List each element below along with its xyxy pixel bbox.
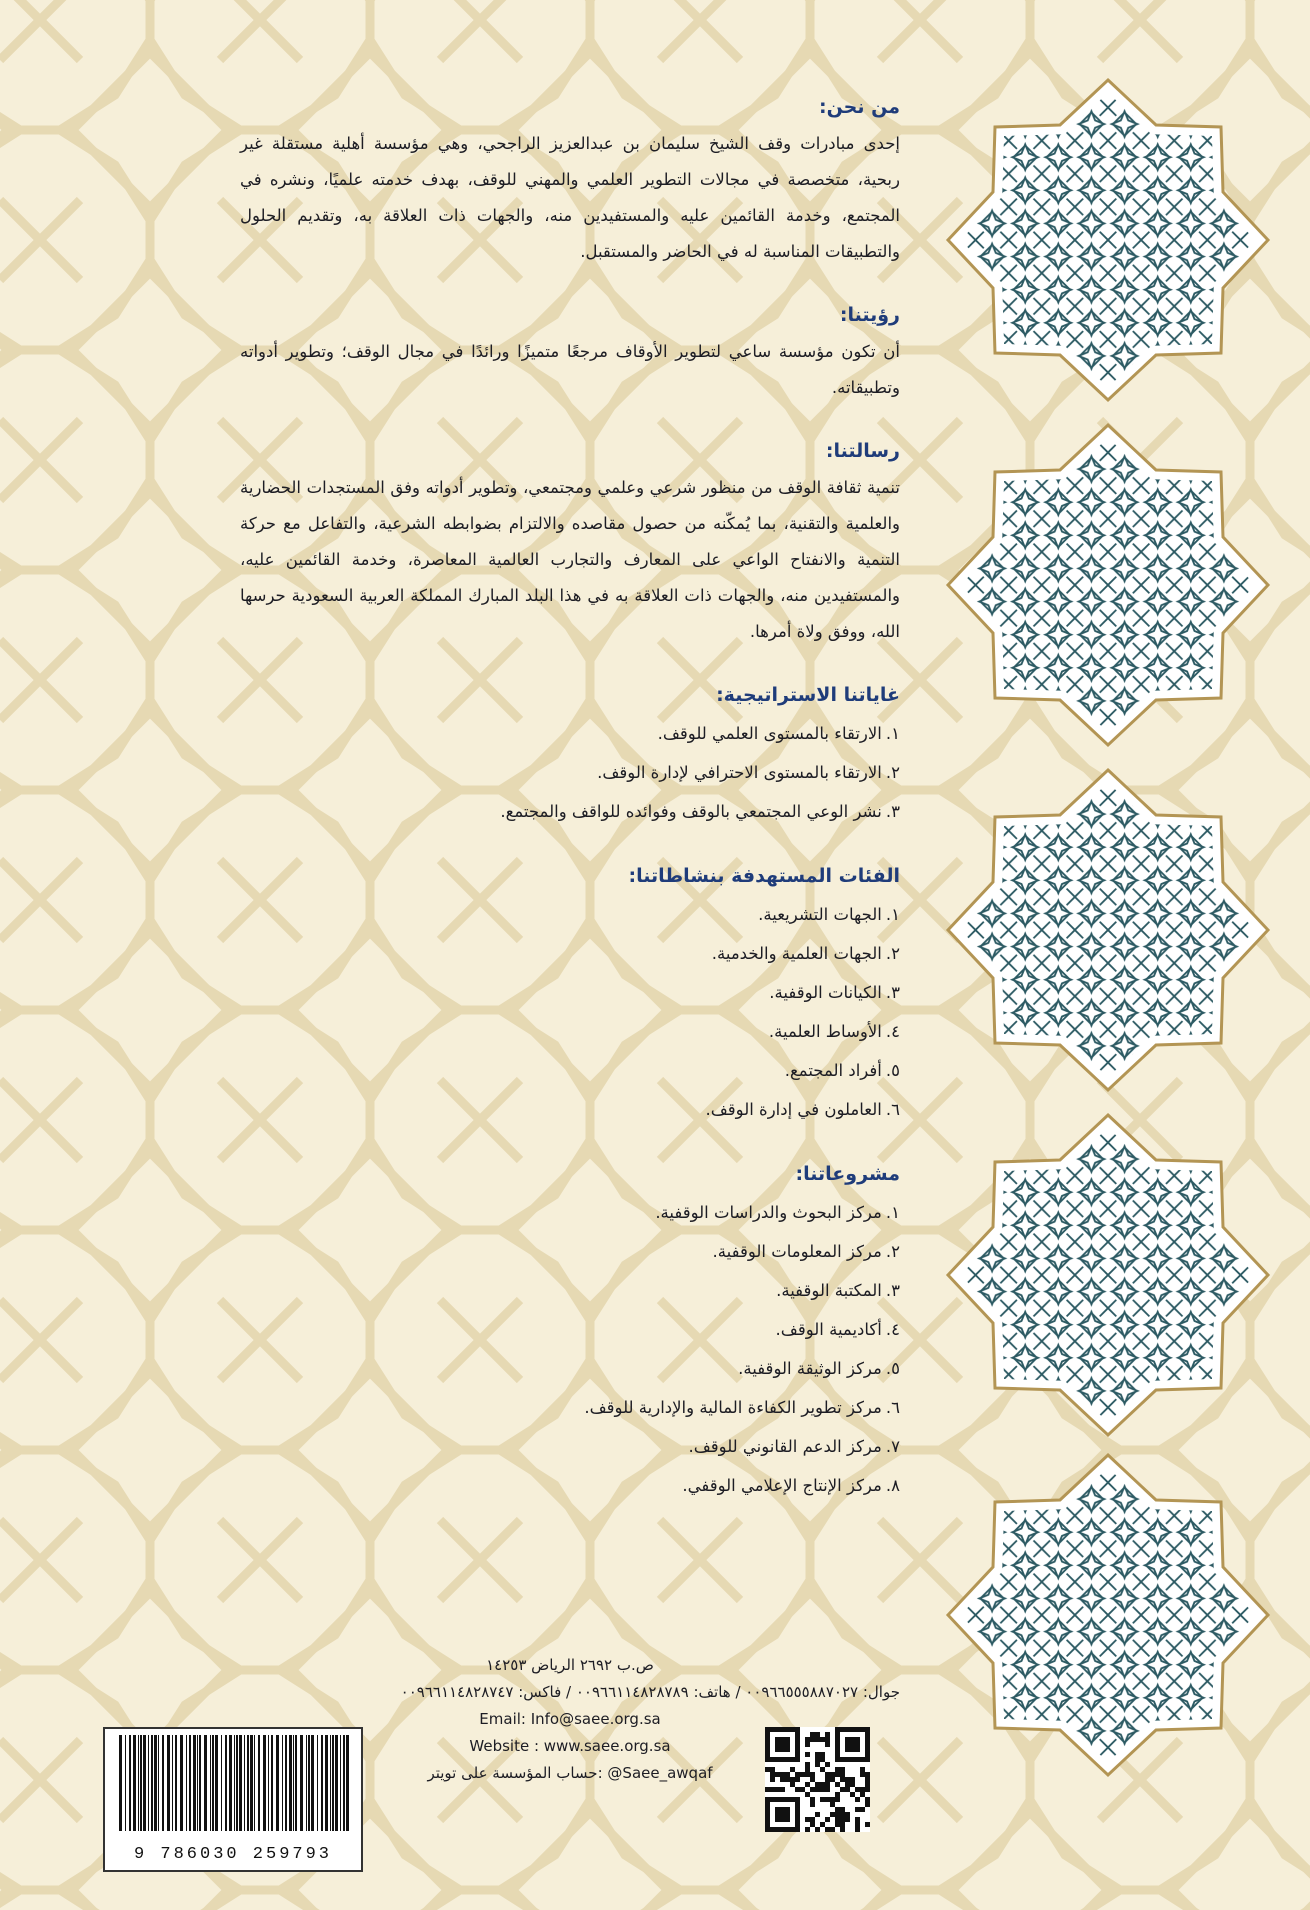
vision-heading: رؤيتنا: [839,304,900,326]
list-item-number: ٦. [885,1398,900,1417]
list-item-text: الارتقاء بالمستوى العلمي للوقف. [657,724,882,743]
list-item [240,1051,900,1090]
eight-point-star-ornament [948,1455,1268,1775]
goals-section [240,684,900,831]
list-item [240,1388,900,1427]
list-item-text: الجهات العلمية والخدمية. [711,944,882,963]
list-item-text: الأوساط العلمية. [768,1022,882,1041]
mission-section [240,440,900,650]
projects-section [240,1163,900,1505]
website-url[interactable]: Website : www.saee.org.sa [469,1737,671,1755]
list-item-number: ٤. [885,1320,900,1339]
list-item-text: مركز تطوير الكفاءة المالية والإدارية للوقف. [584,1398,882,1417]
eight-point-star-ornament [948,1115,1268,1435]
list-item-text: الكيانات الوقفية. [769,983,882,1002]
email-address[interactable]: Email: Info@saee.org.sa [479,1710,661,1728]
po-box: ص.ب ٢٦٩٢ الرياض ١٤٢٥٣ [486,1656,654,1674]
list-item [240,792,900,831]
list-item-number: ٥. [885,1359,900,1378]
list-item-number: ١. [885,905,900,924]
list-item-number: ٣. [885,1281,900,1300]
list-item-number: ١. [885,724,900,743]
list-item-number: ٣. [885,983,900,1002]
list-item-text: مركز الدعم القانوني للوقف. [688,1437,882,1456]
list-item-text: نشر الوعي المجتمعي بالوقف وفوائده للواقف والمجتمع. [500,802,882,821]
list-item [240,1012,900,1051]
list-item [240,895,900,934]
list-item [240,753,900,792]
goals-list [240,714,900,831]
eight-point-star-ornament [948,770,1268,1090]
main-content [240,96,900,1539]
twitter-handle[interactable]: @Saee_awqaf [607,1764,713,1782]
list-item-number: ٧. [885,1437,900,1456]
list-item-number: ٢. [885,763,900,782]
barcode-digits: 9 786030 259793 [133,1845,333,1864]
list-item [240,1193,900,1232]
list-item-number: ٣. [885,802,900,821]
isbn-barcode [103,1727,363,1872]
list-item [240,1427,900,1466]
targets-list [240,895,900,1129]
list-item-number: ٥. [885,1061,900,1080]
mission-heading: رسالتنا: [825,440,900,462]
list-item-text: الارتقاء بالمستوى الاحترافي لإدارة الوقف. [597,763,882,782]
projects-list [240,1193,900,1505]
goals-heading: غاياتنا الاستراتيجية: [716,684,900,706]
about-section [240,96,900,270]
list-item [240,1232,900,1271]
projects-heading: مشروعاتنا: [795,1163,900,1185]
list-item [240,1310,900,1349]
list-item-text: الجهات التشريعية. [758,905,882,924]
targets-heading: الفئات المستهدفة بنشاطاتنا: [628,865,900,887]
list-item-text: المكتبة الوقفية. [776,1281,882,1300]
list-item [240,973,900,1012]
list-item [240,714,900,753]
list-item-number: ٢. [885,1242,900,1261]
list-item-number: ٨. [885,1476,900,1495]
eight-point-star-ornament [948,425,1268,745]
phone-numbers: جوال: ٠٠٩٦٦٥٥٥٨٨٧٠٢٧ / هاتف: ٠٠٩٦٦١١٤٨٢٨٧٨٩ / فاكس: ٠٠٩٦٦١١٤٨٢٨٧٤٧ [400,1683,900,1701]
list-item-number: ٤. [885,1022,900,1041]
vision-section [240,304,900,406]
list-item-text: العاملون في إدارة الوقف. [705,1100,882,1119]
list-item-text: أكاديمية الوقف. [775,1320,882,1339]
twitter-label: حساب المؤسسة على تويتر: [427,1764,603,1782]
about-text: إحدى مبادرات وقف الشيخ سليمان بن عبدالعزيز الراجحي، وهي مؤسسة أهلية مستقلة غير ربحية، متخصصة في مجالات التطوير العلمي والمهني للوقف، بهدف خدمته علميًا، ونشره في المجتمع، وخدمة القائمين عليه والمستفيدين منه، والجهات ذات العلاقة به، وتقديم الحلول والتطبيقات المناسبة له في الحاضر والمستقبل. [240,134,900,261]
list-item [240,1466,900,1505]
list-item [240,1349,900,1388]
list-item-number: ١. [885,1203,900,1222]
about-heading: من نحن: [818,96,900,118]
list-item-text: مركز الوثيقة الوقفية. [738,1359,882,1378]
eight-point-star-ornament [948,80,1268,400]
list-item-text: مركز الإنتاج الإعلامي الوقفي. [682,1476,882,1495]
list-item-text: مركز المعلومات الوقفية. [712,1242,882,1261]
qr-code-icon[interactable] [765,1727,870,1832]
vision-text: أن تكون مؤسسة ساعي لتطوير الأوقاف مرجعًا متميزًا ورائدًا في مجال الوقف؛ وتطوير أدواته وتطبيقاته. [240,342,900,397]
list-item-number: ٢. [885,944,900,963]
list-item [240,934,900,973]
list-item-text: أفراد المجتمع. [784,1061,882,1080]
barcode-bars [105,1729,361,1839]
list-item [240,1271,900,1310]
targets-section [240,865,900,1129]
list-item [240,1090,900,1129]
list-item-text: مركز البحوث والدراسات الوقفية. [655,1203,882,1222]
mission-text: تنمية ثقافة الوقف من منظور شرعي وعلمي ومجتمعي، وتطوير أدواته وفق المستجدات الحضارية والعلمية والتقنية، بما يُمكّنه من حصول مقاصده والالتزام بضوابطه الشرعية، والتفاعل مع حركة التنمية والانفتاح الواعي على المعارف والتجارب العالمية المعاصرة، وخدمة القائمين عليه، والمستفيدين منه، والجهات ذات العلاقة به في هذا البلد المبارك المملكة العربية السعودية حرسها الله، ووفق ولاة أمرها. [240,478,900,641]
list-item-number: ٦. [885,1100,900,1119]
